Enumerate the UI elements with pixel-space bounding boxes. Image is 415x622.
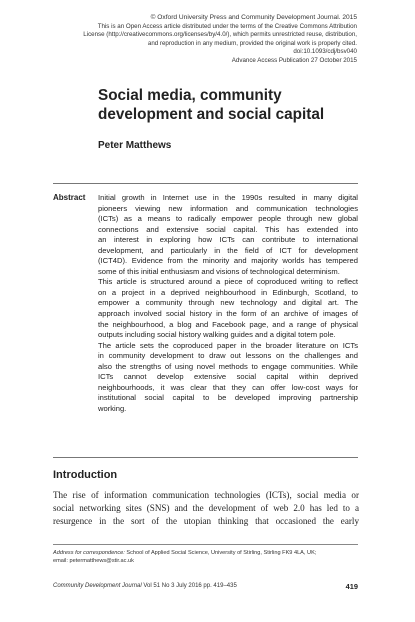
abstract-line: some of this initial enthusiasm and visions of technological determinism. bbox=[98, 266, 340, 276]
abstract-line: on a project in a deprived neighbourhood in Edinburgh, Scotland, to bbox=[98, 287, 358, 297]
abstract-line: empower a community through new technology and digital art. The bbox=[98, 298, 358, 308]
publication-date: Advance Access Publication 27 October 2015 bbox=[231, 56, 357, 64]
correspondence-label: Address for correspondence: bbox=[53, 550, 125, 556]
journal-citation bbox=[53, 583, 237, 589]
correspondence-footnote bbox=[53, 549, 359, 565]
abstract-label: Abstract bbox=[53, 193, 86, 202]
title-line: development and social capital bbox=[98, 106, 325, 123]
abstract-line: ICTs cannot develop extensive social capital within deprived bbox=[98, 372, 358, 382]
journal-name: Community Development Journal bbox=[53, 583, 142, 589]
abstract-body bbox=[98, 193, 358, 414]
body-line: social networking sites (SNS) and the development of web 2.0 has led to a bbox=[53, 503, 359, 514]
body-line: The rise of information communication technologies (ICTs), social media or bbox=[53, 490, 359, 500]
abstract-line: working. bbox=[98, 403, 127, 413]
intro-paragraph bbox=[53, 489, 359, 529]
article-title bbox=[98, 86, 378, 124]
abstract-line: connections and extensive social capital. This has extended into bbox=[98, 224, 358, 234]
abstract-line: pioneers viewing new information and communication technologies bbox=[98, 203, 358, 213]
copyright-line: License (http://creativecommons.org/licenses/by/4.0/), which permits unrestricted reuse, distribution, bbox=[83, 31, 357, 39]
copyright-line: © Oxford University Press and Community Development Journal. 2015 bbox=[150, 14, 357, 21]
correspondence-address: School of Applied Social Science, University of Stirling, Stirling FK9 4LA, UK; bbox=[124, 550, 317, 556]
abstract-line: also the strengths of using novel methods to engage communities. While bbox=[98, 361, 358, 371]
copyright-notice bbox=[27, 14, 357, 66]
footnote-divider bbox=[53, 544, 358, 545]
abstract-line: (ICTs) as a means to radically empower people through new global bbox=[98, 214, 358, 224]
divider bbox=[53, 457, 358, 458]
abstract-line: The article sets the coproduced paper in the broader literature on ICTs bbox=[98, 340, 358, 350]
correspondence-email: email: petermatthews@stir.ac.uk bbox=[53, 558, 134, 565]
abstract-line: approach involved social history in the form of an archive of images of bbox=[98, 309, 358, 319]
section-heading: Introduction bbox=[53, 469, 118, 481]
title-line: Social media, community bbox=[98, 87, 282, 104]
abstract-line: institutional social capital to be developed improving partnership bbox=[98, 393, 358, 403]
abstract-line: in community development to draw out lessons on the challenges and bbox=[98, 351, 358, 361]
abstract-line: (ICT4D). Evidence from the minority and majority worlds has tempered bbox=[98, 256, 358, 266]
journal-volume: Vol 51 No 3 July 2016 pp. 419–435 bbox=[141, 583, 237, 589]
abstract-line: This article is structured around a piece of coproduced writing to reflect bbox=[98, 277, 358, 287]
abstract-line: outputs including social history walking guides and a digital totem pole. bbox=[98, 330, 336, 340]
abstract-line: development, and particularly in the field of ICT for development bbox=[98, 245, 358, 255]
abstract-line: an interest in exploring how ICTs can contribute to international bbox=[98, 235, 358, 245]
abstract-line: neighbourhoods, it was clear that they can offer low-cost ways for bbox=[98, 382, 358, 392]
author-name: Peter Matthews bbox=[98, 140, 172, 151]
copyright-line: This is an Open Access article distributed under the terms of the Creative Commons Attribution bbox=[97, 22, 357, 30]
doi: doi:10.1093/cdj/bsv040 bbox=[293, 48, 357, 56]
abstract-line: the neighbourhood, a blog and Facebook page, and a range of physical bbox=[98, 319, 358, 329]
divider bbox=[53, 183, 358, 184]
correspondence-address-line bbox=[53, 549, 359, 557]
copyright-line: and reproduction in any medium, provided the original work is properly cited. bbox=[147, 39, 357, 47]
body-line: resurgence in the sort of the utopian thinking that occasioned the early bbox=[53, 516, 359, 527]
page-number: 419 bbox=[345, 582, 358, 591]
abstract-line: Initial growth in Internet use in the 1990s resulted in many digital bbox=[98, 193, 358, 202]
